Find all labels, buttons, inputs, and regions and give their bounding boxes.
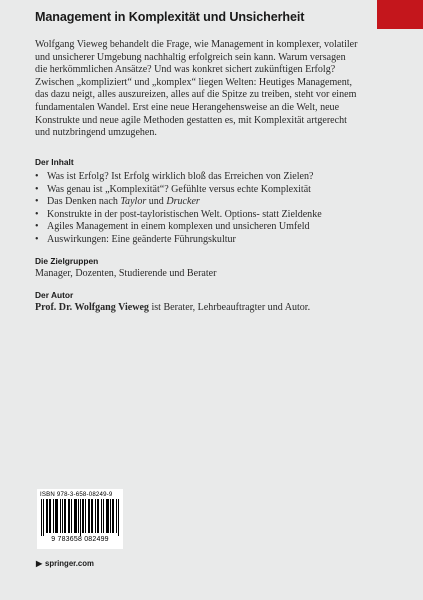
autor-heading: Der Autor <box>35 290 74 300</box>
list-item-text: Was ist Erfolg? Ist Erfolg wirklich bloß das Erreichen von Zielen? <box>47 171 314 182</box>
barcode-bar <box>113 499 114 533</box>
intro-line: und unsicherer Umgebung nachhaltig erfolgreich sein kann. Warum versagen <box>35 51 346 63</box>
autor-text <box>35 302 387 315</box>
inhalt-list <box>35 171 387 247</box>
barcode-bar <box>55 499 56 533</box>
barcode-bar <box>43 499 44 536</box>
list-item: • Konstrukte in der post-tayloristischen Welt. Options- statt Zieldenke <box>35 208 322 220</box>
intro-line: Zwischen „kompliziert“ und „komplex“ liegen Welten: Heutiges Management, <box>35 76 353 88</box>
isbn-label: ISBN 978-3-658-08249-9 <box>40 491 113 498</box>
zielgruppen-heading: Die Zielgruppen <box>35 256 99 266</box>
barcode-bar <box>76 499 77 533</box>
barcode-bar <box>92 499 93 533</box>
back-cover-title: Management in Komplexität und Unsicherheit <box>35 10 305 24</box>
intro-line: fundamentalen Wandel. Erst eine neue Herangehensweise an die Welt, neue <box>35 101 340 113</box>
barcode-bar <box>83 499 84 533</box>
list-item-text: Was genau ist „Komplexität“? Gefühlte versus echte Komplexität <box>47 183 311 195</box>
intro-line: das dazu neigt, alles auszureizen, alles auf die Spitze zu treiben, steht vor einem <box>35 89 357 101</box>
list-item: • Was ist Erfolg? Ist Erfolg wirklich bloß das Erreichen von Zielen? <box>35 171 314 182</box>
accent-bar <box>377 0 423 29</box>
barcode-bar <box>62 499 63 533</box>
barcode-bar <box>106 499 107 533</box>
barcode-bar <box>108 499 109 533</box>
arrow-icon: ▶ <box>36 559 42 568</box>
barcode-bar <box>101 499 102 533</box>
barcode-bar <box>64 499 65 533</box>
barcode-bar <box>103 499 104 533</box>
footer-link[interactable] <box>36 559 94 568</box>
barcode-bar <box>112 499 113 533</box>
intro-paragraph <box>35 39 387 140</box>
barcode-bar <box>75 499 76 533</box>
barcode-bar <box>95 499 96 533</box>
list-item-italic: Drucker <box>166 196 200 208</box>
barcode-bar <box>74 499 75 533</box>
list-item: • Was genau ist „Komplexität“? Gefühlte versus echte Komplexität <box>35 183 311 195</box>
barcode-box <box>37 489 123 549</box>
barcode-bar <box>41 499 42 536</box>
barcode-bar <box>50 499 51 533</box>
barcode-graphic <box>41 499 120 536</box>
barcode-bar <box>82 499 83 533</box>
barcode-bar <box>47 499 48 533</box>
list-item-text: und <box>146 196 167 208</box>
barcode-bar <box>116 499 117 533</box>
barcode-bar <box>60 499 61 533</box>
author-description: ist Berater, Lehrbeauftragter und Autor. <box>148 302 311 313</box>
barcode-bar <box>97 499 98 533</box>
barcode-bar <box>91 499 92 533</box>
barcode-bar <box>78 499 79 533</box>
barcode-bar <box>69 499 70 533</box>
list-item-italic: Taylor <box>120 196 147 208</box>
barcode-bar <box>88 499 89 533</box>
barcode-bar <box>46 499 47 533</box>
barcode-bar <box>85 499 86 533</box>
intro-line: Wolfgang Vieweg behandelt die Frage, wie Management in komplexer, volatiler <box>35 39 358 50</box>
list-item-text: Das Denken nach <box>47 196 121 208</box>
barcode-bar <box>56 499 57 533</box>
barcode-bar <box>80 499 81 536</box>
barcode-bar <box>71 499 72 533</box>
intro-line: die herkömmlichen Ansätze? Und was konkret sichert zukünftigen Erfolg? <box>35 64 336 76</box>
intro-line: Konstrukte und neue agile Methoden gestatten es, mit Komplexität artgerecht <box>35 114 347 126</box>
barcode-bar <box>107 499 108 533</box>
barcode-bar <box>68 499 69 533</box>
list-item: • Auswirkungen: Eine geänderte Führungskultur <box>35 233 236 245</box>
barcode-bar <box>65 499 66 533</box>
inhalt-heading: Der Inhalt <box>35 157 74 167</box>
barcode-bar <box>89 499 90 533</box>
list-item: • Agiles Management in einem komplexen und unsicheren Umfeld <box>35 221 310 233</box>
ean-digits: 9 783658 082499 <box>51 536 109 543</box>
barcode-bar <box>57 499 58 533</box>
barcode-bar <box>118 499 119 536</box>
barcode-bar <box>53 499 54 533</box>
barcode-bar <box>110 499 111 533</box>
list-item-text: Agiles Management in einem komplexen und unsicheren Umfeld <box>47 221 310 233</box>
intro-line: und nutzbringend umzugehen. <box>35 127 157 139</box>
list-item-text: Konstrukte in der post-tayloristischen Welt. Options- statt Zieldenke <box>47 208 322 220</box>
zielgruppen-text: Manager, Dozenten, Studierende und Berater <box>35 268 217 279</box>
barcode-bar <box>49 499 50 533</box>
barcode-bar <box>98 499 99 533</box>
footer-site: springer.com <box>45 559 94 568</box>
list-item: • Das Denken nach Taylor und Drucker <box>35 196 200 208</box>
list-item-text: Auswirkungen: Eine geänderte Führungskultur <box>47 233 236 245</box>
author-name: Prof. Dr. Wolfgang Vieweg <box>35 302 149 313</box>
